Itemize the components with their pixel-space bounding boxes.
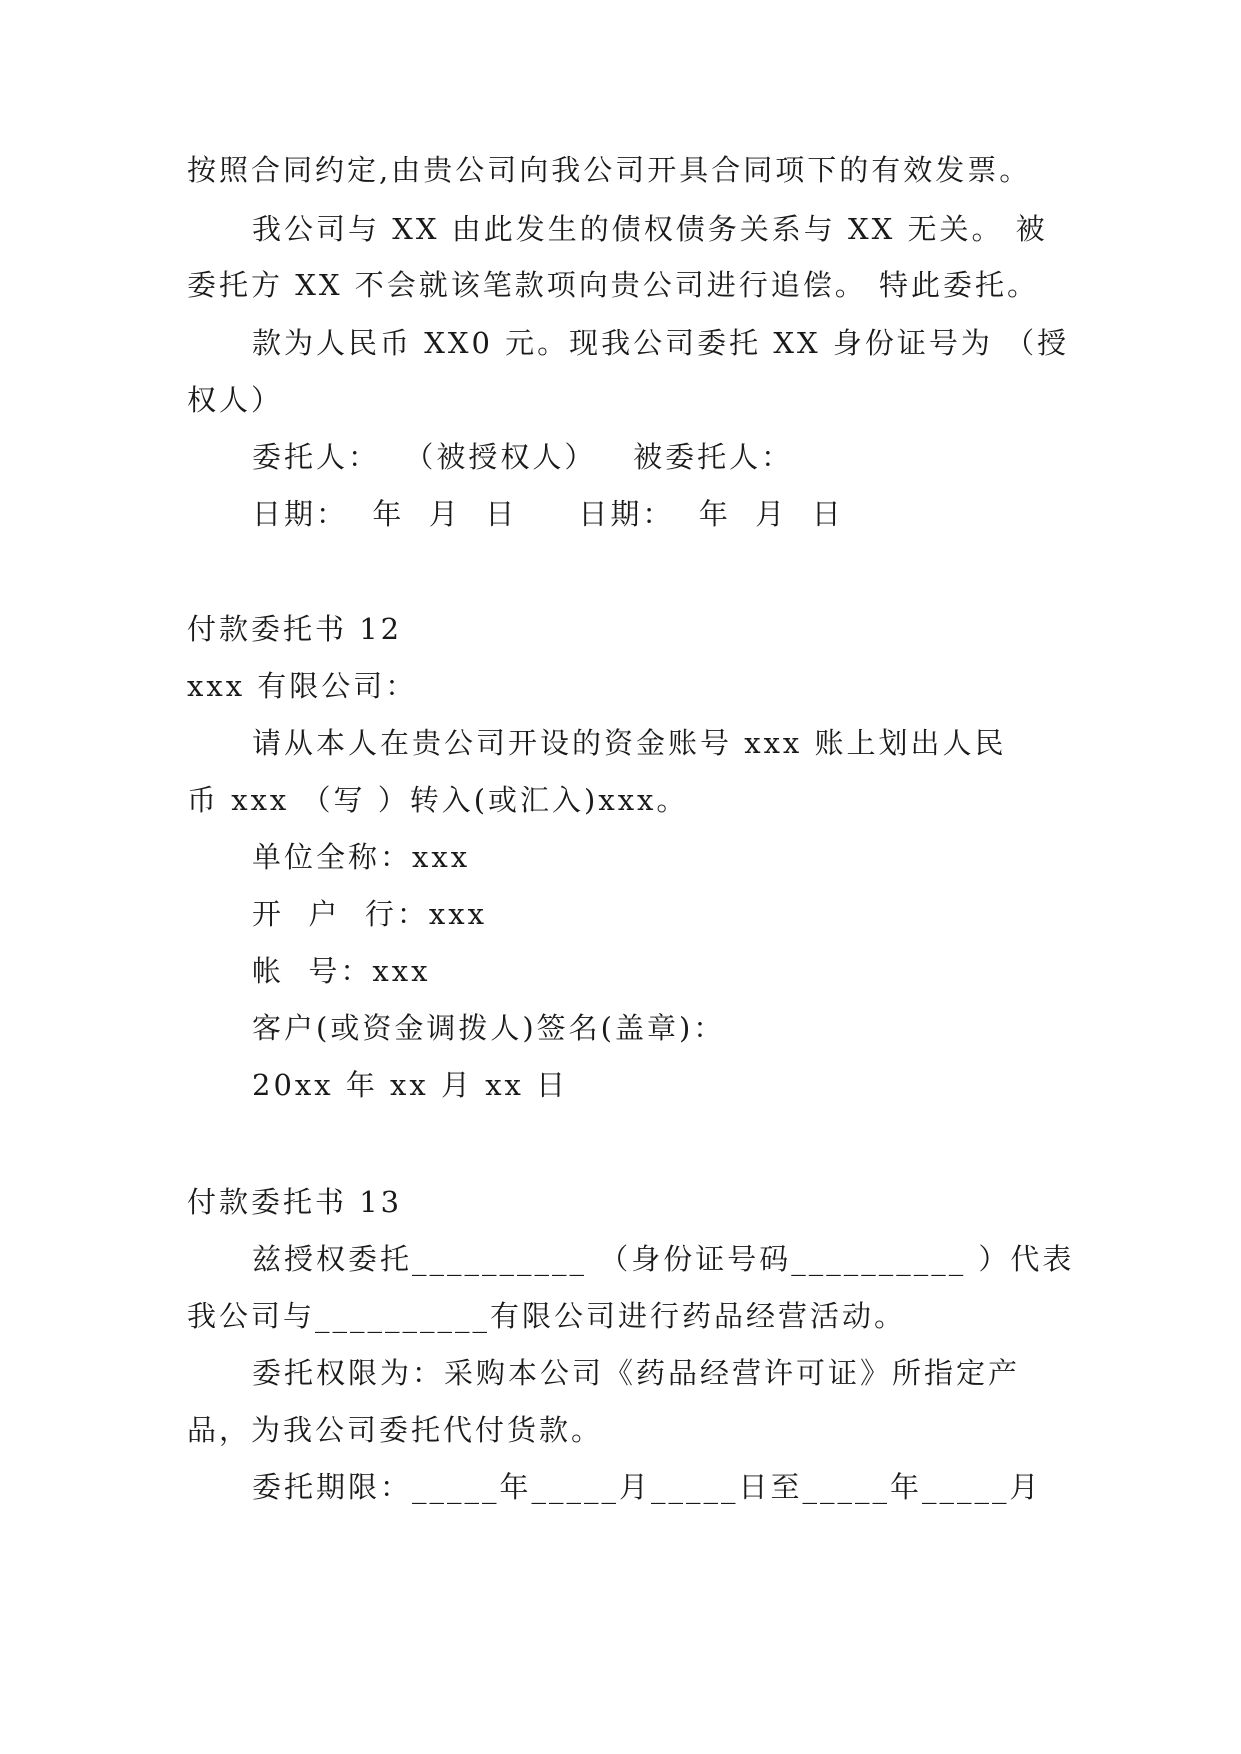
signers-line: 委托人： （被授权人） 被委托人： bbox=[252, 440, 794, 474]
unit-name-field: 单位全称：xxx bbox=[252, 840, 471, 874]
transfer-request-line-1: 请从本人在贵公司开设的资金账号 xxx 账上划出人民 bbox=[252, 726, 1007, 760]
paragraph-invoice: 按照合同约定,由贵公司向我公司开具合同项下的有效发票。 bbox=[187, 153, 1032, 187]
account-field: 帐 号：xxx bbox=[252, 954, 431, 988]
transfer-request-line-2: 币 xxx （写 ）转入(或汇入)xxx。 bbox=[187, 783, 689, 817]
addressee: xxx 有限公司： bbox=[187, 669, 418, 703]
paragraph-amount-line-1: 款为人民币 XX0 元。现我公司委托 XX 身份证号为 （授 bbox=[252, 326, 1070, 360]
scope-line-1: 委托权限为：采购本公司《药品经营许可证》所指定产 bbox=[252, 1356, 1021, 1390]
signature-field: 客户(或资金调拨人)签名(盖章)： bbox=[252, 1011, 726, 1045]
bank-field: 开 户 行：xxx bbox=[252, 897, 487, 931]
period-line: 委托期限：_____年_____月_____日至_____年_____月 bbox=[252, 1470, 1042, 1504]
paragraph-debt-line-2: 委托方 XX 不会就该笔款项向贵公司进行追偿。 特此委托。 bbox=[187, 268, 1039, 302]
section-title-12: 付款委托书 12 bbox=[187, 612, 403, 646]
authorization-line-2: 我公司与__________有限公司进行药品经营活动。 bbox=[187, 1299, 907, 1333]
date-field: 20xx 年 xx 月 xx 日 bbox=[252, 1068, 569, 1102]
section-title-13: 付款委托书 13 bbox=[187, 1185, 403, 1219]
authorization-line-1: 兹授权委托__________ （身份证号码__________ ）代表 bbox=[252, 1242, 1075, 1276]
dates-line: 日期： 年 月 日 日期： 年 月 日 bbox=[252, 497, 844, 531]
paragraph-debt-line-1: 我公司与 XX 由此发生的债权债务关系与 XX 无关。 被 bbox=[252, 212, 1048, 246]
paragraph-amount-line-2: 权人） bbox=[187, 383, 284, 417]
scope-line-2: 品，为我公司委托代付货款。 bbox=[187, 1413, 604, 1447]
